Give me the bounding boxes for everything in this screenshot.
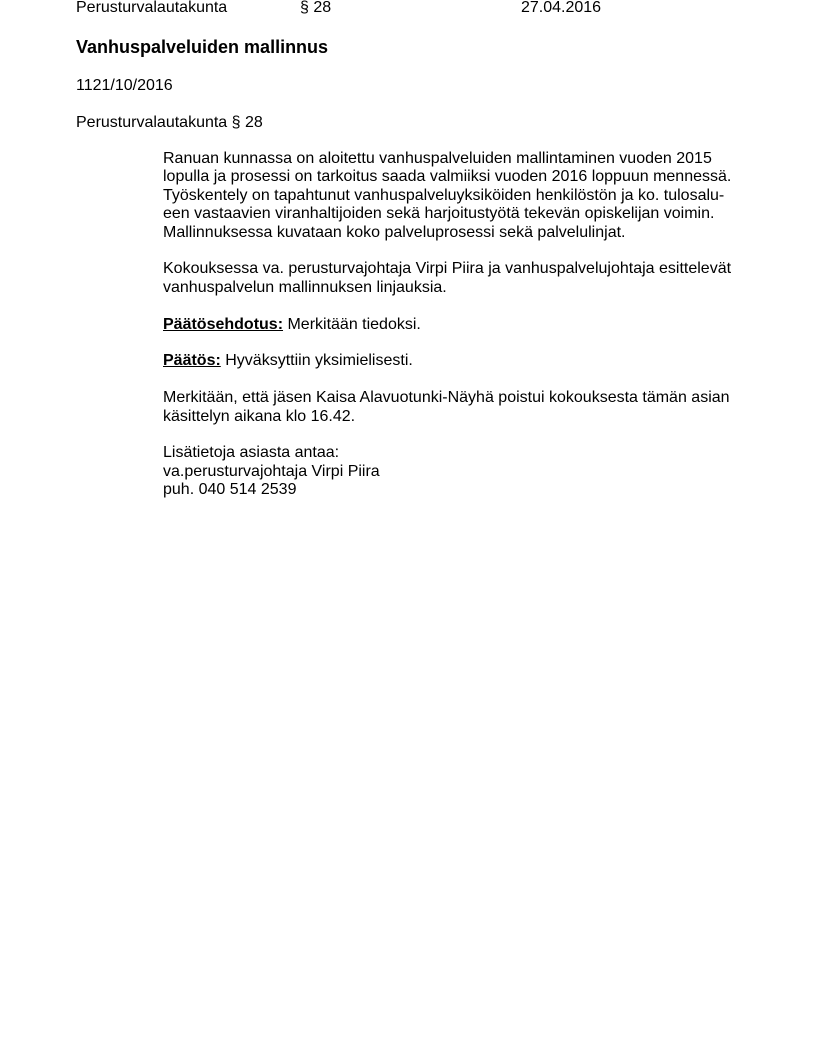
document-title: Vanhuspalveluiden mallinnus — [76, 37, 329, 57]
header-committee: Perusturvalautakunta — [76, 0, 228, 16]
text-line: Mallinnuksessa kuvataan koko palveluprosessi sekä palvelulinjat. — [163, 223, 626, 241]
paragraph-note — [163, 389, 753, 426]
contact-line: va.perusturvajohtaja Virpi Piira — [163, 462, 380, 480]
text-line: lopulla ja prosessi on tarkoitus saada valmiiksi vuoden 2016 loppuun mennessä. — [163, 168, 732, 186]
text-line: een vastaavien viranhaltijoiden sekä harjoitustyötä tekevän opiskelijan voimin. — [163, 205, 715, 223]
decision-label: Päätös: — [163, 352, 221, 370]
decision-text: Hyväksyttiin yksimielisesti. — [220, 352, 413, 370]
section-line: Perusturvalautakunta § 28 — [76, 114, 263, 131]
text-line: Kokouksessa va. perusturvajohtaja Virpi Piira ja vanhuspalvelujohtaja esittelevät — [163, 260, 732, 278]
document-body — [163, 150, 753, 500]
proposal-paragraph — [163, 316, 753, 334]
text-line: Ranuan kunnassa on aloitettu vanhuspalveluiden mallintaminen vuoden 2015 — [163, 150, 712, 167]
text-line: vanhuspalvelun mallinnuksen linjauksia. — [163, 278, 447, 296]
contact-info — [163, 444, 753, 499]
header-date: 27.04.2016 — [521, 0, 602, 16]
header-section-number: § 28 — [300, 0, 332, 16]
paragraph-presentation — [163, 260, 753, 297]
text-line: Työskentely on tapahtunut vanhuspalveluyksiköiden henkilöstön ja ko. tulosalu- — [163, 186, 725, 204]
reference-number: 1121/10/2016 — [76, 77, 173, 94]
paragraph-description — [163, 150, 753, 242]
decision-paragraph — [163, 352, 753, 370]
contact-line: puh. 040 514 2539 — [163, 481, 297, 499]
proposal-text: Merkitään tiedoksi. — [283, 315, 421, 333]
proposal-label: Päätösehdotus: — [163, 315, 284, 333]
text-line: käsittelyn aikana klo 16.42. — [163, 407, 356, 425]
text-line: Merkitään, että jäsen Kaisa Alavuotunki-Näyhä poistui kokouksesta tämän asian — [163, 389, 730, 407]
contact-line: Lisätietoja asiasta antaa: — [163, 444, 340, 462]
